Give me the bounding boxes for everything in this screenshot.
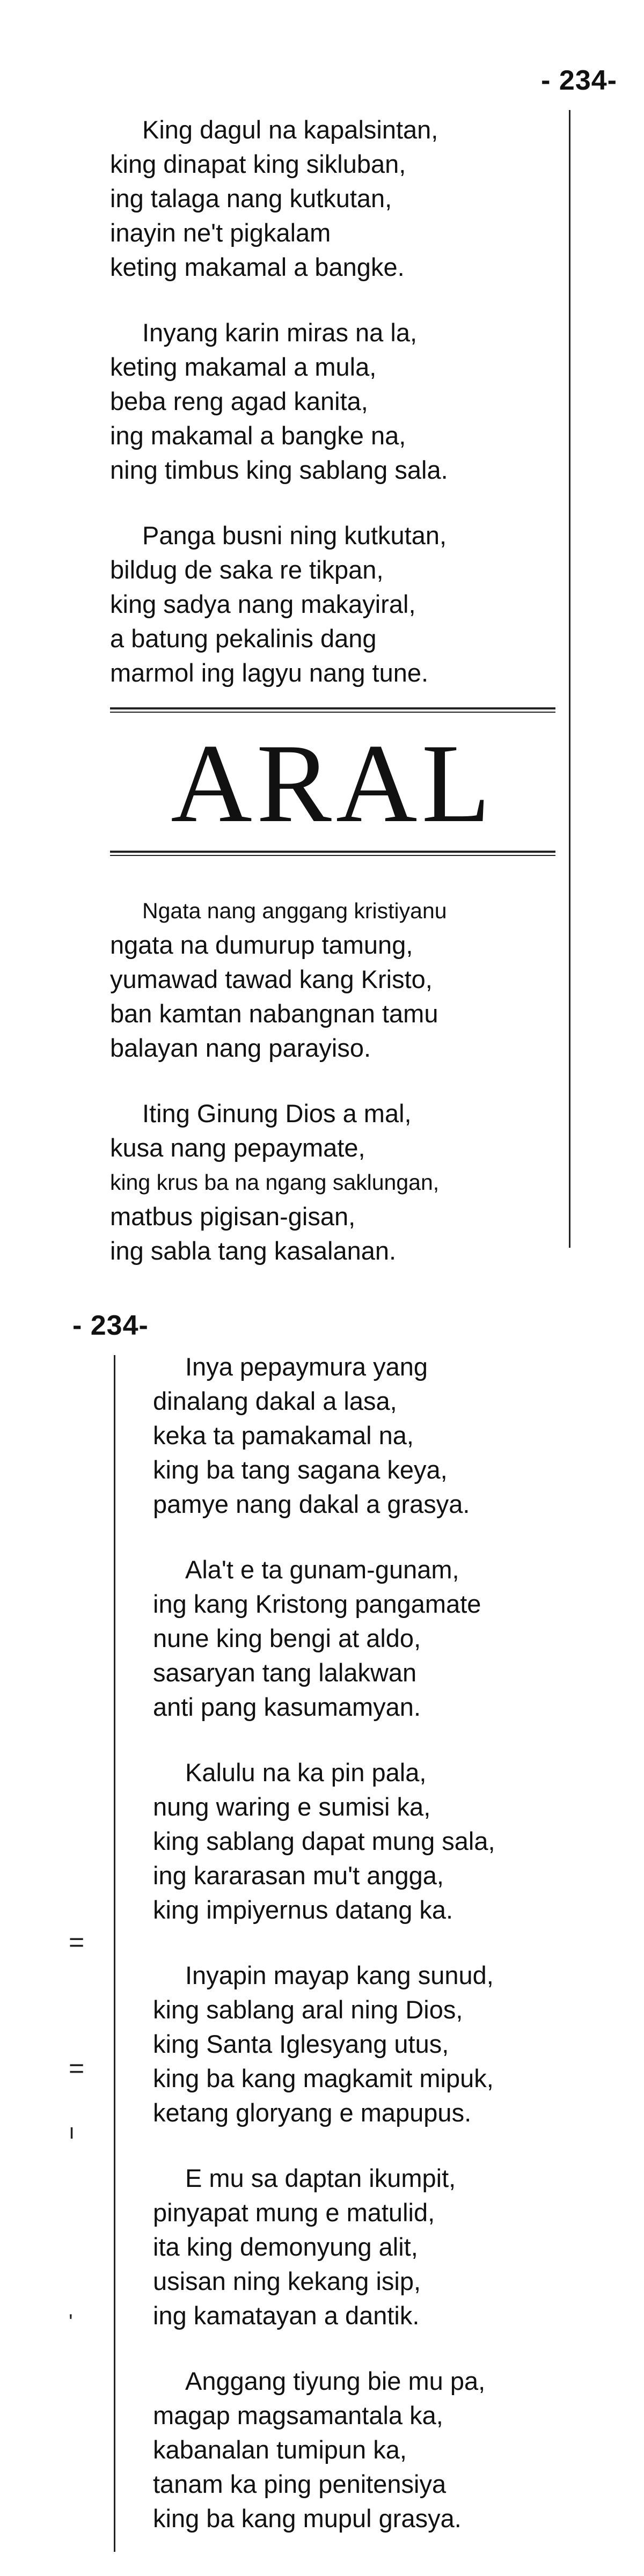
poem-line: ing kamatayan a dantik. [153, 2301, 420, 2330]
poem-line: dinalang dakal a lasa, [153, 1387, 397, 1415]
poem-line: ing kang Kristong pangamate [153, 1590, 481, 1618]
poem-line: king sadya nang makayiral, [110, 590, 416, 618]
poem-line: balayan nang parayiso. [110, 1034, 371, 1062]
poem-line: king ba kang magkamit mipuk, [153, 2064, 494, 2092]
poem-line: king sablang aral ning Dios, [153, 1995, 463, 2024]
poem-line: keka ta pamakamal na, [153, 1421, 414, 1450]
poem-line: King dagul na kapalsintan, [142, 115, 438, 144]
stanza [153, 1958, 582, 2130]
poem-line: kusa nang pepaymate, [110, 1133, 365, 1162]
section-heading: ARAL [171, 721, 495, 846]
poem-line: ing talaga nang kutkutan, [110, 184, 392, 213]
poem-line: E mu sa daptan ikumpit, [185, 2164, 456, 2192]
poem-line: king krus ba na ngang saklungan, [110, 1170, 440, 1195]
poem-line: Inyang karin miras na la, [142, 318, 418, 347]
poem-line: Panga busni ning kutkutan, [142, 521, 447, 550]
poem-line: keting makamal a bangke. [110, 253, 405, 281]
poem-line: ngata na dumurup tamung, [110, 931, 413, 959]
stanza [110, 113, 582, 284]
poem-line: ban kamtan nabangnan tamu [110, 999, 438, 1028]
poem-line: magap magsamantala ka, [153, 2401, 443, 2429]
poem-line: a batung pekalinis dang [110, 624, 377, 653]
poem-line: nung waring e sumisi ka, [153, 1792, 431, 1821]
stanza [153, 1553, 582, 1724]
poem-line: king impiyernus datang ka. [153, 1896, 453, 1924]
poem-line: yumawad tawad kang Kristo, [110, 965, 433, 993]
poem-line: anti pang kasumamyan. [153, 1693, 421, 1721]
margin-mark: ' [69, 2310, 73, 2334]
page-number-top: - 234- [541, 65, 617, 96]
poem-line: inayin ne't pigkalam [110, 218, 331, 247]
stanza [110, 518, 582, 690]
heading-rule-top [110, 707, 555, 713]
stanza [153, 2364, 582, 2536]
poem-line: king sablang dapat mung sala, [153, 1827, 495, 1855]
stanza [153, 2161, 582, 2333]
poem-line: king ba tang sagana keya, [153, 1455, 448, 1484]
poem-line: ning timbus king sablang sala. [110, 456, 448, 484]
poem-line: ing makamal a bangke na, [110, 421, 406, 450]
poem-line: nune king bengi at aldo, [153, 1624, 421, 1652]
margin-mark: = [69, 2053, 85, 2083]
poem-line: keting makamal a mula, [110, 353, 377, 381]
poem-line: king dinapat king sikluban, [110, 150, 406, 178]
poem-column-bottom [153, 1350, 582, 2567]
stanza [110, 894, 582, 1065]
poem-line: pinyapat mung e matulid, [153, 2198, 435, 2227]
poem-line: ita king demonyung alit, [153, 2233, 418, 2261]
poem-line: matbus pigisan-gisan, [110, 1202, 356, 1231]
stanza [153, 1755, 582, 1927]
poem-line: usisan ning kekang isip, [153, 2267, 421, 2295]
poem-line: bildug de saka re tikpan, [110, 555, 384, 584]
poem-line: Ala't e ta gunam-gunam, [185, 1555, 459, 1584]
poem-line: Kalulu na ka pin pala, [185, 1758, 427, 1787]
poem-line: ing kararasan mu't angga, [153, 1861, 444, 1890]
poem-line: ketang gloryang e mapupus. [153, 2098, 472, 2127]
poem-line: king ba kang mupul grasya. [153, 2504, 462, 2533]
poem-line: Iting Ginung Dios a mal, [142, 1099, 412, 1128]
poem-line: Anggang tiyung bie mu pa, [185, 2367, 486, 2395]
stanza [110, 1096, 582, 1268]
heading-rule-bottom [110, 851, 555, 856]
poem-line: Inya pepaymura yang [185, 1352, 428, 1381]
poem-line: kabanalan tumipun ka, [153, 2435, 407, 2464]
poem-line: king Santa Iglesyang utus, [153, 2030, 449, 2058]
margin-mark: ı [69, 2120, 75, 2143]
stanza [110, 316, 582, 487]
poem-line: ing sabla tang kasalanan. [110, 1236, 397, 1265]
stanza [153, 1350, 582, 1521]
poem-line: marmol ing lagyu nang tune. [110, 658, 429, 687]
poem-column-aral [110, 894, 582, 1299]
poem-line: sasaryan tang lalakwan [153, 1658, 417, 1687]
poem-line: Ngata nang anggang kristiyanu [142, 898, 447, 923]
margin-mark: = [69, 1927, 85, 1957]
poem-line: Inyapin mayap kang sunud, [185, 1961, 494, 1989]
poem-line: beba reng agad kanita, [110, 387, 368, 415]
page-number-bottom: - 234- [72, 1310, 149, 1341]
column-rule-left [114, 1355, 115, 2552]
poem-line: pamye nang dakal a grasya. [153, 1490, 470, 1518]
poem-line: tanam ka ping penitensiya [153, 2470, 447, 2498]
poem-column-top [110, 113, 582, 721]
